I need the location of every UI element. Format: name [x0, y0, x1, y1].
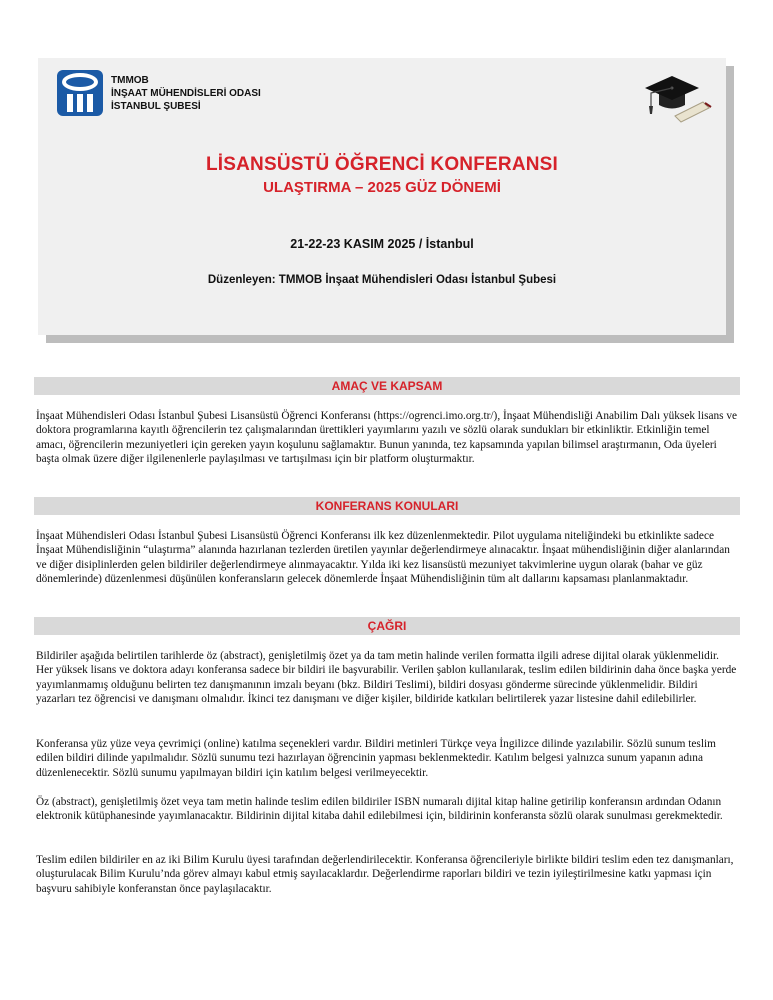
conference-dates: 21-22-23 KASIM 2025 / İstanbul — [290, 237, 474, 251]
section-heading-call: ÇAĞRI — [34, 617, 740, 635]
section-heading-aim: AMAÇ VE KAPSAM — [34, 377, 740, 395]
imo-logo-icon — [57, 70, 103, 116]
organization-name — [111, 74, 261, 113]
org-line: İSTANBUL ŞUBESİ — [111, 101, 201, 112]
aim-paragraph: İnşaat Mühendisleri Odası İstanbul Şubesi Lisansüstü Öğrenci Konferansı (https://ogrenci.imo.org.tr/), İnşaat Mühendisliği Anabilim Dalı yüksek lisans ve doktora programlarına kayıtlı öğrencilerin tez çalışmalarından ürettikleri yayımlarını yazılı ve sözlü olarak sundukları bir etkinliktir. Etkinliğin temel amacı, öğrencilerin mezuniyetleri için gereken yayın koşulunu sağlamaktır. Bunun yanında, tez kapsamında yapılan bilimsel araştırmanın, Oda üyeleri başta olmak üzere diğer ilgilenenlerle paylaşılması ve tartışılması için bir platform oluşturmaktır. — [36, 410, 738, 466]
org-line: TMMOB — [111, 75, 149, 86]
topics-paragraph: İnşaat Mühendisleri Odası İstanbul Şubesi Lisansüstü Öğrenci Konferansı ilk kez düzenlenmektedir. Pilot uygulama niteliğindeki bu etkinlikte sadece İnşaat Mühendisliğinin “ulaştırma” alanında hazırlanan tezlerden üretilen yayınlar değerlendirmeye alınacaktır. İnşaat mühendisliğinin diğer alanlarından ve diğer disiplinlerden gelen bildiriler değerlendirmeye alınmayacaktır. Yılda iki kez lisansüstü mezuniyet takvimlerine uygun olarak (bahar ve güz dönemlerinde) düzenlenmesi düşünülen konferansların gelecek dönemlerde İnşaat Mühendisliğinin tüm alt dallarını kapsaması planlanmaktadır. — [36, 530, 730, 586]
call-paragraph-3: Öz (abstract), genişletilmiş özet veya tam metin halinde teslim edilen bildiriler ISBN numaralı dijital kitap haline getirilip konferansın ardından Odanın elektronik kütüphanesinde yayımlanacaktır. Bildirinin dijital kitaba dahil edilebilmesi için, bildirinin konferansta sözlü olarak sunulması gerekmektedir. — [36, 796, 723, 823]
conference-header-box — [38, 58, 726, 335]
conference-organizer: Düzenleyen: TMMOB İnşaat Mühendisleri Odası İstanbul Şubesi — [207, 274, 557, 286]
call-paragraph-2: Konferansa yüz yüze veya çevrimiçi (online) katılma seçenekleri vardır. Bildiri metinleri Türkçe veya İngilizce dilinde yazılabilir. Sözlü sunum teslim edilen bildiri dilinde yapılmalıdır. Sözlü sunumu tezi hazırlayan öğrencinin yapması beklenmektedir. Katılım belgesi yalnızca sunum yapanın adına düzenlenecektir. Sözlü sunumu yapılmayan bildiri için katılım belgesi verilmeyecektir. — [36, 738, 716, 779]
org-line: İNŞAAT MÜHENDİSLERİ ODASI — [111, 88, 261, 99]
call-paragraph-1: Bildiriler aşağıda belirtilen tarihlerde öz (abstract), genişletilmiş özet ya da tam metin halinde verilen formatta ilgili adrese dijital olarak yüklenmelidir. Her yüksek lisans ve doktora adayı konferansa sadece bir bildiri ile başvurabilir. Verilen şablon kullanılarak, teslim edilen bildirinin daha önce başka yerde yayımlanmamış olduğunu belirten tez danışmanının imzalı beyanı (bkz. Bildiri Teslimi), bildiri dosyası gönderme sürecinde yüklenmelidir. Bildiri yazarları tez öğrencisi ve danışmanı olmalıdır. İkinci tez danışmanı ve diğer kişiler, bildiride katkıları belirtilerek yazar listesine dahil edilebilirler. — [36, 650, 737, 706]
conference-subtitle: ULAŞTIRMA – 2025 GÜZ DÖNEMİ — [263, 179, 501, 196]
conference-title: LİSANSÜSTÜ ÖĞRENCİ KONFERANSI — [205, 154, 559, 175]
graduation-cap-icon — [641, 72, 713, 124]
call-paragraph-4: Teslim edilen bildiriler en az iki Bilim Kurulu üyesi tarafından değerlendirilecektir. Konferansa öğrencileriyle birlikte bildiri teslim eden tez danışmanları, oluşturulacak Bilim Kurulu’nda görev almayı kabul etmiş sayılacaklardır. Değerlendirme raporları bildiri ve tezin iyileştirilmesine katkı yapması için başvuru sahibiyle konferanstan önce paylaşılacaktır. — [36, 854, 734, 895]
section-heading-topics: KONFERANS KONULARI — [34, 497, 740, 515]
